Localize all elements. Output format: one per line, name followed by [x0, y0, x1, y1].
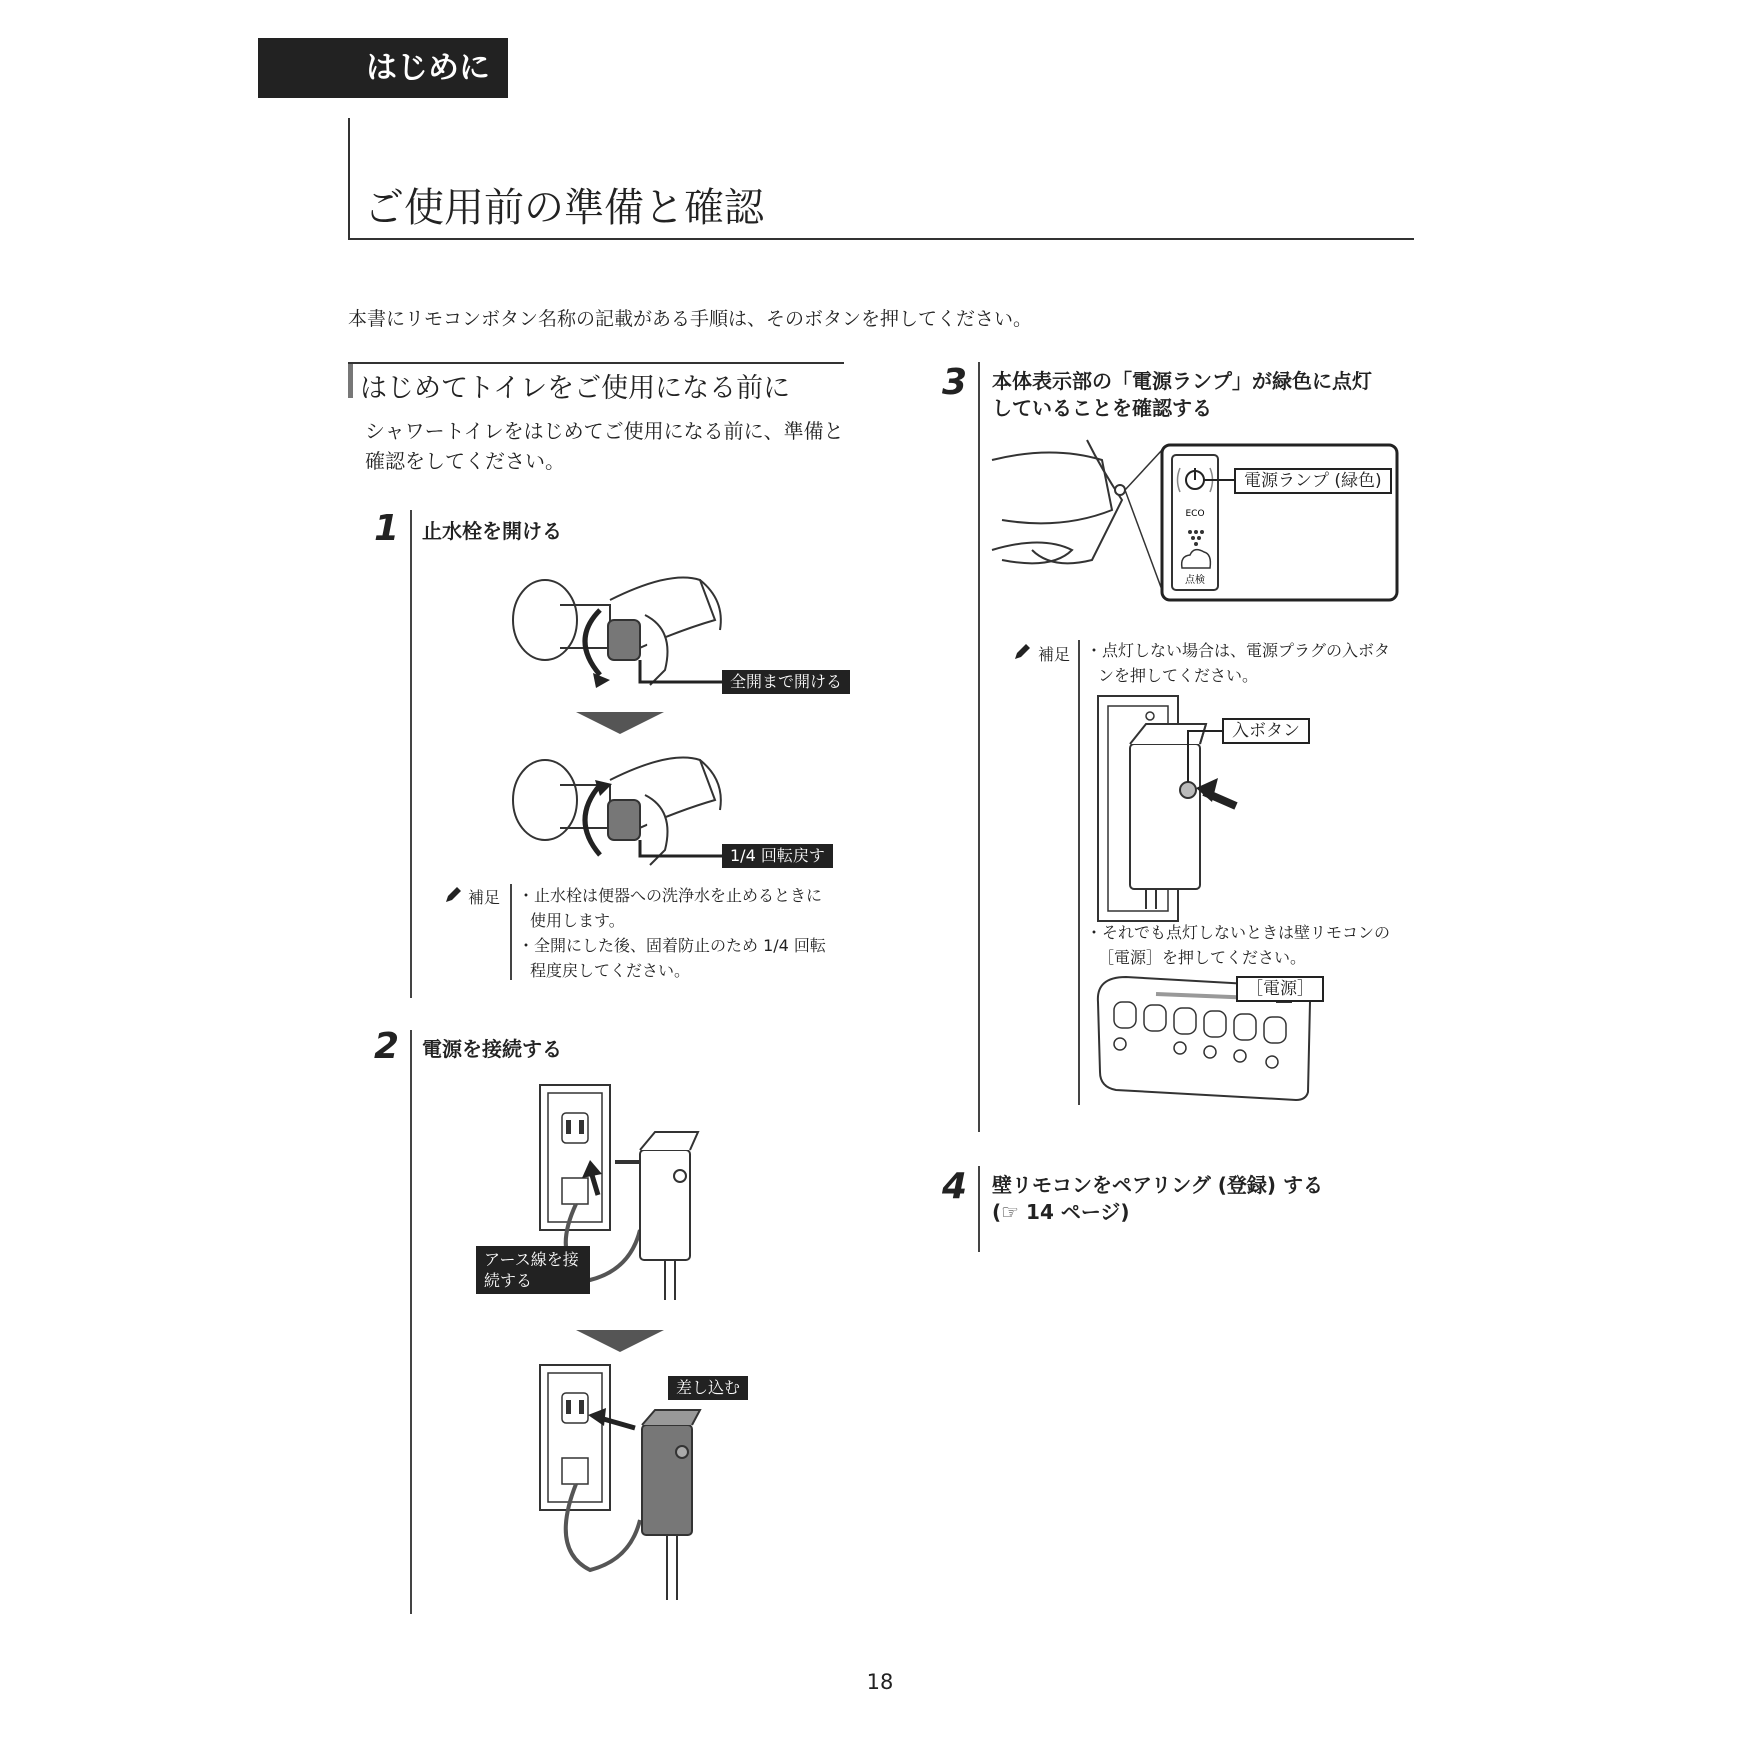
step-1-rule: [410, 510, 412, 998]
step-3-title-line-2: していることを確認する: [992, 396, 1212, 420]
step-2-title: 電源を接続する: [422, 1037, 562, 1061]
step-1-note-label: 補足: [468, 888, 501, 907]
step-4-number: 4: [942, 1166, 968, 1207]
step-1-title: 止水栓を開ける: [422, 519, 562, 543]
callout-connect-ground-wire: アース線を接続する: [476, 1246, 590, 1294]
step-1-note-2: ・全開にした後、固着防止のため 1/4 回転程度戻してください。: [518, 936, 826, 980]
down-arrow-icon: [576, 712, 664, 734]
callout-power-lamp: 電源ランプ (緑色): [1234, 468, 1392, 494]
step-1-note-rule: [510, 884, 512, 980]
subsection-marker: [348, 364, 353, 398]
callout-on-button: 入ボタン: [1222, 718, 1310, 744]
page-title: ご使用前の準備と確認: [364, 185, 764, 231]
subsection-description: シャワートイレをはじめてご使用になる前に、準備と確認をしてください。: [365, 419, 844, 473]
step-1-notes: [518, 883, 830, 983]
toilet-panel-illustration: [992, 440, 1402, 605]
down-arrow-icon: [576, 1330, 664, 1352]
callout-power-button: ［電源］: [1236, 976, 1324, 1002]
step-3-rule: [978, 362, 980, 1132]
subsection-title: はじめてトイレをご使用になる前に: [360, 373, 791, 404]
step-3-note-rule: [1078, 640, 1080, 1105]
step-3-title-line-1: 本体表示部の「電源ランプ」が緑色に点灯: [992, 369, 1372, 393]
panel-inspection-label: 点検: [1185, 575, 1205, 586]
step-3-note-label: 補足: [1038, 645, 1071, 664]
callout-open-fully: 全開まで開ける: [722, 670, 850, 694]
section-tab: はじめに: [258, 38, 508, 98]
title-vertical-rule: [348, 118, 350, 240]
step-3-note-1: [1086, 638, 1402, 688]
pencil-icon: [444, 886, 462, 904]
pencil-icon: [1013, 643, 1031, 661]
step-4-title-line-1: 壁リモコンをペアリング (登録) する: [992, 1173, 1324, 1197]
intro-text: 本書にリモコンボタン名称の記載がある手順は、そのボタンを押してください。: [348, 308, 1033, 330]
step-1-number: 1: [374, 508, 400, 549]
step-3-note-2-text: ・それでも点灯しないときは壁リモコンの［電源］を押してください。: [1086, 923, 1391, 967]
step-3-note-1-text: ・点灯しない場合は、電源プラグの入ボタンを押してください。: [1086, 641, 1391, 685]
callout-quarter-turn-back: 1/4 回転戻す: [722, 844, 833, 868]
panel-eco-label: ECO: [1185, 509, 1205, 519]
step-2-rule: [410, 1030, 412, 1614]
callout-plug-in: 差し込む: [668, 1376, 748, 1400]
step-1-note-1: ・止水栓は便器への洗浄水を止めるときに使用します。: [518, 886, 823, 930]
step-3-note-2: [1086, 920, 1406, 970]
step-4-rule: [978, 1166, 980, 1252]
step-2-number: 2: [374, 1026, 400, 1067]
page-number: 18: [866, 1670, 894, 1694]
step-3-number: 3: [942, 362, 968, 403]
step-4-reference-link[interactable]: (☞ 14 ページ): [992, 1200, 1130, 1224]
subsection-rule: [348, 362, 844, 364]
title-horizontal-rule: [348, 238, 1414, 240]
